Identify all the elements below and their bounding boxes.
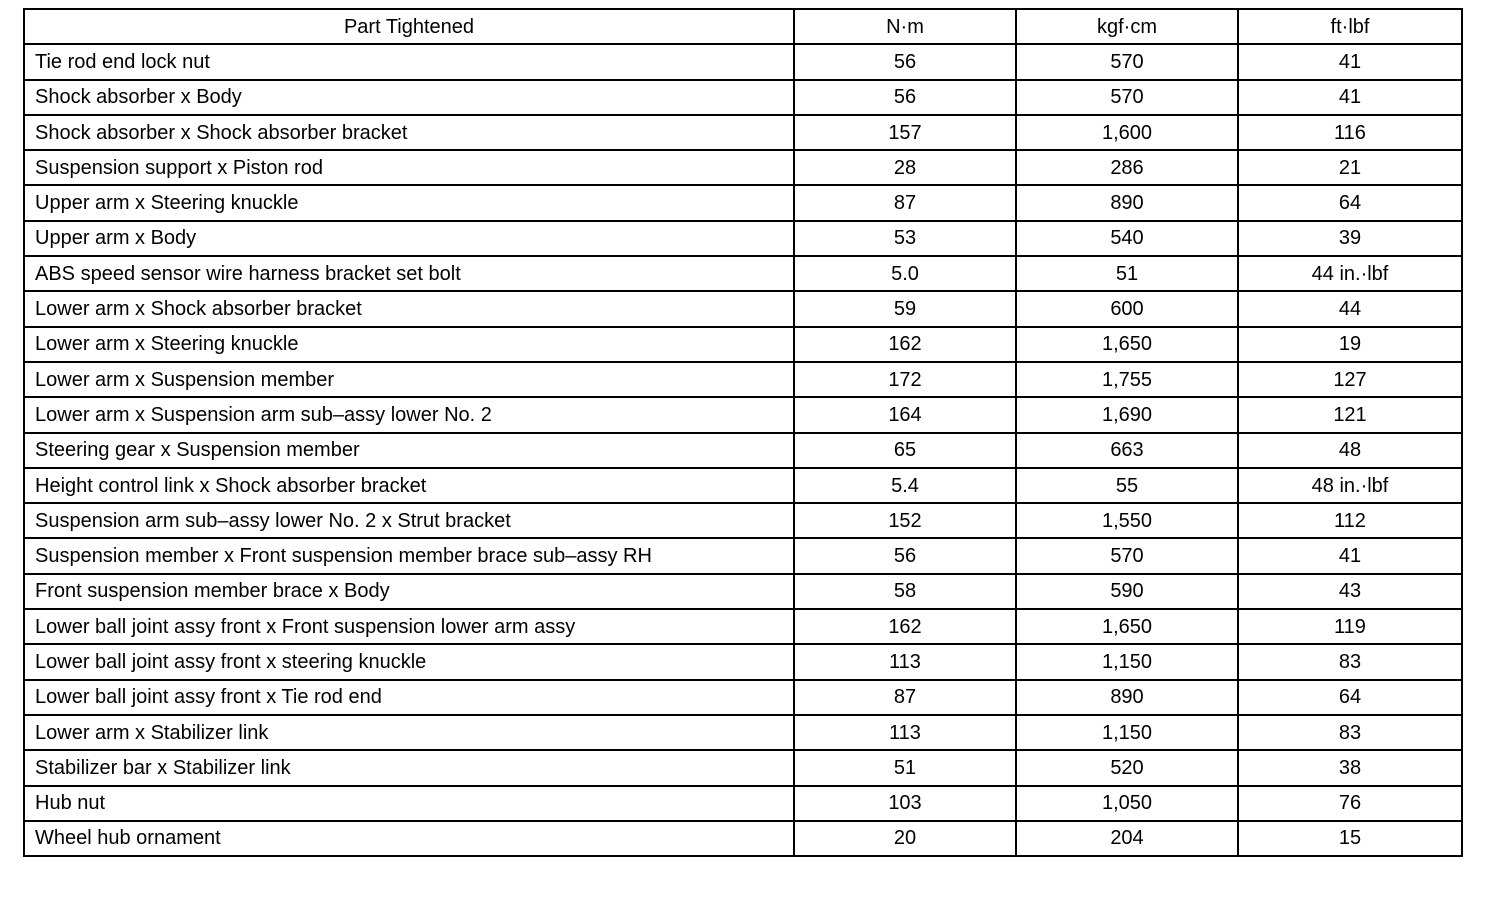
cell-part-tightened: Lower arm x Steering knuckle <box>24 327 794 362</box>
cell-kgf-cm: 520 <box>1016 750 1238 785</box>
cell-part-tightened: Wheel hub ornament <box>24 821 794 856</box>
header-part-tightened: Part Tightened <box>24 9 794 44</box>
cell-part-tightened: Tie rod end lock nut <box>24 44 794 79</box>
table-row <box>24 574 1462 609</box>
cell-kgf-cm: 1,600 <box>1016 115 1238 150</box>
cell-nm: 157 <box>794 115 1016 150</box>
table-row <box>24 185 1462 220</box>
cell-nm: 56 <box>794 44 1016 79</box>
cell-ft-lbf: 44 in.·lbf <box>1238 256 1462 291</box>
cell-nm: 162 <box>794 327 1016 362</box>
cell-ft-lbf: 44 <box>1238 291 1462 326</box>
torque-spec-table <box>23 8 1463 857</box>
cell-nm: 28 <box>794 150 1016 185</box>
table-row <box>24 644 1462 679</box>
cell-kgf-cm: 1,690 <box>1016 397 1238 432</box>
cell-part-tightened: Shock absorber x Shock absorber bracket <box>24 115 794 150</box>
table-row <box>24 256 1462 291</box>
cell-ft-lbf: 39 <box>1238 221 1462 256</box>
table-row <box>24 150 1462 185</box>
table-row <box>24 821 1462 856</box>
table-row <box>24 609 1462 644</box>
header-row <box>24 9 1462 44</box>
cell-kgf-cm: 890 <box>1016 185 1238 220</box>
cell-part-tightened: Front suspension member brace x Body <box>24 574 794 609</box>
cell-part-tightened: Stabilizer bar x Stabilizer link <box>24 750 794 785</box>
cell-kgf-cm: 1,755 <box>1016 362 1238 397</box>
cell-ft-lbf: 43 <box>1238 574 1462 609</box>
cell-kgf-cm: 1,550 <box>1016 503 1238 538</box>
cell-part-tightened: Hub nut <box>24 786 794 821</box>
cell-part-tightened: Suspension support x Piston rod <box>24 150 794 185</box>
cell-ft-lbf: 83 <box>1238 715 1462 750</box>
cell-kgf-cm: 600 <box>1016 291 1238 326</box>
cell-part-tightened: Lower arm x Shock absorber bracket <box>24 291 794 326</box>
table-row <box>24 221 1462 256</box>
cell-ft-lbf: 41 <box>1238 44 1462 79</box>
table-row <box>24 327 1462 362</box>
cell-part-tightened: ABS speed sensor wire harness bracket set bolt <box>24 256 794 291</box>
cell-kgf-cm: 890 <box>1016 680 1238 715</box>
torque-spec-sheet <box>23 8 1461 857</box>
cell-nm: 56 <box>794 80 1016 115</box>
cell-ft-lbf: 19 <box>1238 327 1462 362</box>
cell-kgf-cm: 570 <box>1016 80 1238 115</box>
cell-nm: 152 <box>794 503 1016 538</box>
cell-nm: 164 <box>794 397 1016 432</box>
cell-ft-lbf: 83 <box>1238 644 1462 679</box>
cell-nm: 113 <box>794 715 1016 750</box>
cell-ft-lbf: 41 <box>1238 80 1462 115</box>
cell-part-tightened: Lower ball joint assy front x Tie rod end <box>24 680 794 715</box>
cell-nm: 172 <box>794 362 1016 397</box>
cell-kgf-cm: 1,150 <box>1016 715 1238 750</box>
table-row <box>24 397 1462 432</box>
cell-ft-lbf: 21 <box>1238 150 1462 185</box>
table-row <box>24 44 1462 79</box>
cell-nm: 103 <box>794 786 1016 821</box>
cell-ft-lbf: 15 <box>1238 821 1462 856</box>
cell-kgf-cm: 1,150 <box>1016 644 1238 679</box>
cell-ft-lbf: 112 <box>1238 503 1462 538</box>
cell-kgf-cm: 55 <box>1016 468 1238 503</box>
cell-kgf-cm: 570 <box>1016 538 1238 573</box>
table-row <box>24 433 1462 468</box>
table-row <box>24 538 1462 573</box>
cell-kgf-cm: 51 <box>1016 256 1238 291</box>
cell-kgf-cm: 1,050 <box>1016 786 1238 821</box>
cell-ft-lbf: 121 <box>1238 397 1462 432</box>
cell-ft-lbf: 119 <box>1238 609 1462 644</box>
cell-ft-lbf: 64 <box>1238 185 1462 220</box>
cell-nm: 59 <box>794 291 1016 326</box>
cell-ft-lbf: 116 <box>1238 115 1462 150</box>
cell-part-tightened: Lower arm x Suspension member <box>24 362 794 397</box>
table-row <box>24 468 1462 503</box>
cell-ft-lbf: 48 in.·lbf <box>1238 468 1462 503</box>
cell-kgf-cm: 570 <box>1016 44 1238 79</box>
cell-kgf-cm: 1,650 <box>1016 327 1238 362</box>
table-row <box>24 291 1462 326</box>
cell-kgf-cm: 204 <box>1016 821 1238 856</box>
cell-nm: 51 <box>794 750 1016 785</box>
table-row <box>24 786 1462 821</box>
table-row <box>24 80 1462 115</box>
cell-nm: 56 <box>794 538 1016 573</box>
table-row <box>24 750 1462 785</box>
cell-nm: 20 <box>794 821 1016 856</box>
cell-nm: 53 <box>794 221 1016 256</box>
table-row <box>24 115 1462 150</box>
cell-nm: 65 <box>794 433 1016 468</box>
table-body <box>24 44 1462 856</box>
cell-nm: 162 <box>794 609 1016 644</box>
table-row <box>24 503 1462 538</box>
cell-kgf-cm: 663 <box>1016 433 1238 468</box>
cell-nm: 5.0 <box>794 256 1016 291</box>
cell-kgf-cm: 1,650 <box>1016 609 1238 644</box>
header-ft-lbf: ft·lbf <box>1238 9 1462 44</box>
cell-part-tightened: Suspension member x Front suspension member brace sub–assy RH <box>24 538 794 573</box>
cell-nm: 58 <box>794 574 1016 609</box>
cell-part-tightened: Height control link x Shock absorber bracket <box>24 468 794 503</box>
table-row <box>24 715 1462 750</box>
cell-part-tightened: Lower ball joint assy front x Front suspension lower arm assy <box>24 609 794 644</box>
cell-ft-lbf: 41 <box>1238 538 1462 573</box>
cell-part-tightened: Lower arm x Stabilizer link <box>24 715 794 750</box>
header-nm: N·m <box>794 9 1016 44</box>
cell-ft-lbf: 64 <box>1238 680 1462 715</box>
cell-kgf-cm: 286 <box>1016 150 1238 185</box>
cell-kgf-cm: 590 <box>1016 574 1238 609</box>
cell-ft-lbf: 127 <box>1238 362 1462 397</box>
cell-part-tightened: Shock absorber x Body <box>24 80 794 115</box>
cell-ft-lbf: 38 <box>1238 750 1462 785</box>
cell-nm: 87 <box>794 680 1016 715</box>
cell-kgf-cm: 540 <box>1016 221 1238 256</box>
cell-part-tightened: Upper arm x Body <box>24 221 794 256</box>
cell-nm: 5.4 <box>794 468 1016 503</box>
cell-ft-lbf: 76 <box>1238 786 1462 821</box>
cell-nm: 87 <box>794 185 1016 220</box>
header-kgf-cm: kgf·cm <box>1016 9 1238 44</box>
cell-part-tightened: Steering gear x Suspension member <box>24 433 794 468</box>
cell-nm: 113 <box>794 644 1016 679</box>
cell-ft-lbf: 48 <box>1238 433 1462 468</box>
cell-part-tightened: Lower ball joint assy front x steering knuckle <box>24 644 794 679</box>
cell-part-tightened: Upper arm x Steering knuckle <box>24 185 794 220</box>
table-row <box>24 680 1462 715</box>
cell-part-tightened: Lower arm x Suspension arm sub–assy lower No. 2 <box>24 397 794 432</box>
table-row <box>24 362 1462 397</box>
cell-part-tightened: Suspension arm sub–assy lower No. 2 x Strut bracket <box>24 503 794 538</box>
